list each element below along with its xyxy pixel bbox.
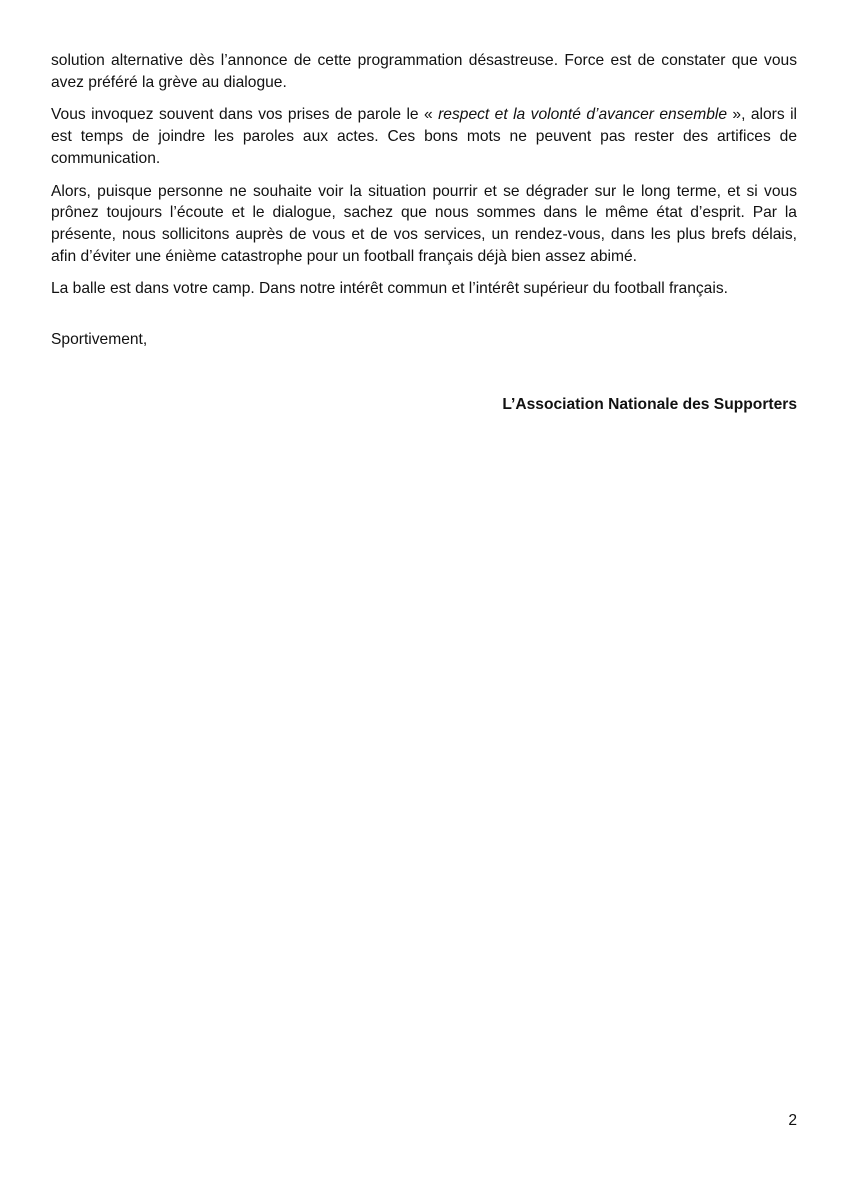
closing-salutation: Sportivement, xyxy=(51,331,148,349)
paragraph-1: solution alternative dès l’annonce de cette programmation désastreuse. Force est de constater que vous avez préféré la grève au dialogue. xyxy=(51,52,797,91)
paragraph-3: Alors, puisque personne ne souhaite voir la situation pourrir et se dégrader sur le long terme, et si vous prônez toujours l’écoute et le dialogue, sachez que nous sommes dans le même état d’esprit. Par la présente, nous sollicitons auprès de vous et de vos services, un rendez-vous, dans les plus brefs délais, afin d’éviter une énième catastrophe pour un football français déjà bien assez abimé. xyxy=(51,182,797,265)
paragraph-2-start: Vous invoquez souvent dans vos prises de parole le « xyxy=(51,106,433,124)
paragraph-4: La balle est dans votre camp. Dans notre intérêt commun et l’intérêt supérieur du football français. xyxy=(51,280,728,298)
paragraph-2-end: », alors il est temps de joindre les paroles aux actes. Ces bons mots ne peuvent pas rester des artifices de communication. xyxy=(51,106,797,167)
page-number: 2 xyxy=(788,1112,797,1129)
letter-body xyxy=(51,50,797,426)
paragraph-2 xyxy=(51,104,797,169)
signature: L’Association Nationale des Supporters xyxy=(502,395,797,413)
paragraph-2-quote: respect et la volonté d’avancer ensemble xyxy=(432,106,733,124)
